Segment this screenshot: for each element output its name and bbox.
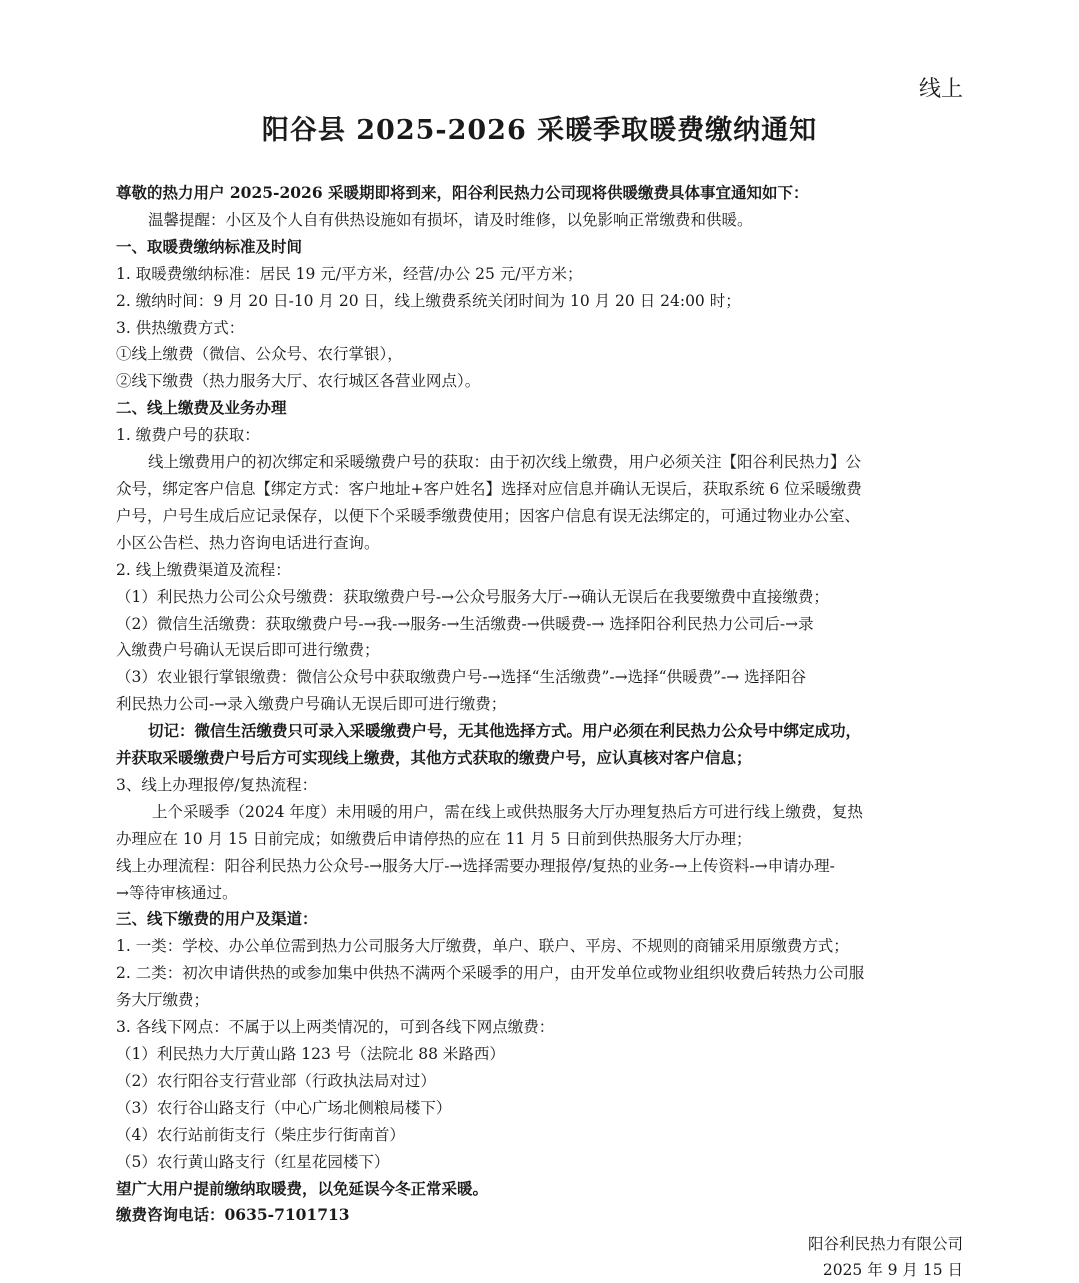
warning-line: 切记：微信生活缴费只可录入采暖缴费户号，无其他选择方式。用户必须在利民热力公众号中绑定成功， (148, 721, 862, 741)
text-line: （3）农业银行掌银缴费：微信公众号中获取缴费户号-→选择“生活缴费”-→选择“供暖费”-→ 选择阳谷 (116, 668, 807, 687)
text-line: 3、线上办理报停/复热流程： (116, 775, 318, 794)
text-line: ②线下缴费（热力服务大厅、农行城区各营业网点）。 (116, 372, 481, 391)
text-line: ①线上缴费（微信、公众号、农行掌银）， (116, 345, 403, 364)
section-heading-1: 一、取暖费缴纳标准及时间 (116, 236, 303, 256)
greeting-line: 尊敬的热力用户 2025-2026 采暖期即将到来，阳谷利民热力公司现将供暖缴费具体事宜通知如下： (116, 183, 809, 202)
outlet-item: （3）农行谷山路支行（中心广场北侧粮局楼下） (116, 1098, 452, 1117)
text-line: →等待审核通过。 (116, 883, 238, 902)
outlet-item: （2）农行阳谷支行营业部（行政执法局对过） (116, 1071, 436, 1090)
page-title: 阳谷县 2025-2026 采暖季取暖费缴纳通知 (261, 115, 818, 146)
text-line: 户号，户号生成后应记录保存，以便下个采暖季缴费使用；因客户信息有误无法绑定的，可通过物业办公室、 (116, 506, 861, 525)
closing-line: 望广大用户提前缴纳取暖费，以免延误今冬正常采暖。 (116, 1178, 489, 1198)
text-line: 3. 供热缴费方式： (116, 318, 245, 337)
text-line: 办理应在 10 月 15 日前完成；如缴费后申请停热的应在 11 月 5 日前到供热服务大厅办理； (116, 829, 752, 848)
text-line: 小区公告栏、热力咨询电话进行查询。 (116, 533, 380, 552)
reminder-line: 温馨提醒：小区及个人自有供热设施如有损坏，请及时维修，以免影响正常缴费和供暖。 (148, 210, 753, 229)
outlet-item: （1）利民热力大厅黄山路 123 号（法院北 88 米路西） (116, 1045, 505, 1063)
warning-line: 并获取采暖缴费户号后方可实现线上缴费，其他方式获取的缴费户号，应认真核对客户信息； (116, 748, 752, 768)
text-line: 利民热力公司-→录入缴费户号确认无误后即可进行缴费； (116, 695, 507, 714)
text-line: 1. 缴费户号的获取： (116, 426, 260, 445)
section-heading-3: 三、线下缴费的用户及渠道： (116, 909, 318, 929)
signature-company: 阳谷利民热力有限公司 (807, 1235, 963, 1253)
text-line: 1. 一类：学校、办公单位需到热力公司服务大厅缴费，单户、联户、平房、不规则的商铺采用原缴费方式； (116, 937, 849, 956)
notice-body (116, 180, 966, 1229)
text-line: 入缴费户号确认无误后即可进行缴费； (116, 641, 380, 660)
text-line: （2）微信生活缴费：获取缴费户号-→我-→服务-→生活缴费-→供暖费-→ 选择阳谷利民热力公司后-→录 (116, 614, 814, 633)
signature-date: 2025 年 9 月 15 日 (822, 1261, 963, 1279)
text-line: 线上办理流程：阳谷利民热力公众号-→服务大厅-→选择需要办理报停/复热的业务-→上传资料-→申请办理- (116, 856, 835, 875)
outlet-item: （5）农行黄山路支行（红星花园楼下） (116, 1152, 390, 1171)
text-line: 2. 二类：初次申请供热的或参加集中供热不满两个采暖季的用户，由开发单位或物业组织收费后转热力公司服 (116, 964, 865, 983)
text-line: （1）利民热力公司公众号缴费：获取缴费户号-→公众号服务大厅-→确认无误后在我要缴费中直接缴费； (116, 587, 829, 606)
outlet-item: （4）农行站前街支行（柴庄步行街南首） (116, 1125, 405, 1144)
hotline-line: 缴费咨询电话：0635-7101713 (116, 1205, 350, 1225)
text-line: 2. 线上缴费渠道及流程： (116, 560, 291, 579)
text-line: 线上缴费用户的初次绑定和采暖缴费户号的获取：由于初次线上缴费，用户必须关注【阳谷利民热力】公 (148, 453, 862, 472)
text-line: 3. 各线下网点：不属于以上两类情况的，可到各线下网点缴费： (116, 1018, 555, 1037)
text-line: 众号，绑定客户信息【绑定方式：客户地址+客户姓名】选择对应信息并确认无误后，获取系统 6 位采暖缴费 (116, 479, 862, 498)
text-line: 上个采暖季（2024 年度）未用暖的用户，需在线上或供热服务大厅办理复热后方可进行线上缴费，复热 (152, 802, 863, 821)
corner-label: 线上 (918, 77, 963, 102)
text-line: 2. 缴纳时间：9 月 20 日-10 月 20 日，线上缴费系统关闭时间为 10 月 20 日 24:00 时； (116, 291, 741, 310)
text-line: 务大厅缴费； (116, 991, 210, 1010)
text-line: 1. 取暖费缴纳标准：居民 19 元/平方米，经营/办公 25 元/平方米； (116, 264, 583, 283)
section-heading-2: 二、线上缴费及业务办理 (116, 398, 287, 418)
